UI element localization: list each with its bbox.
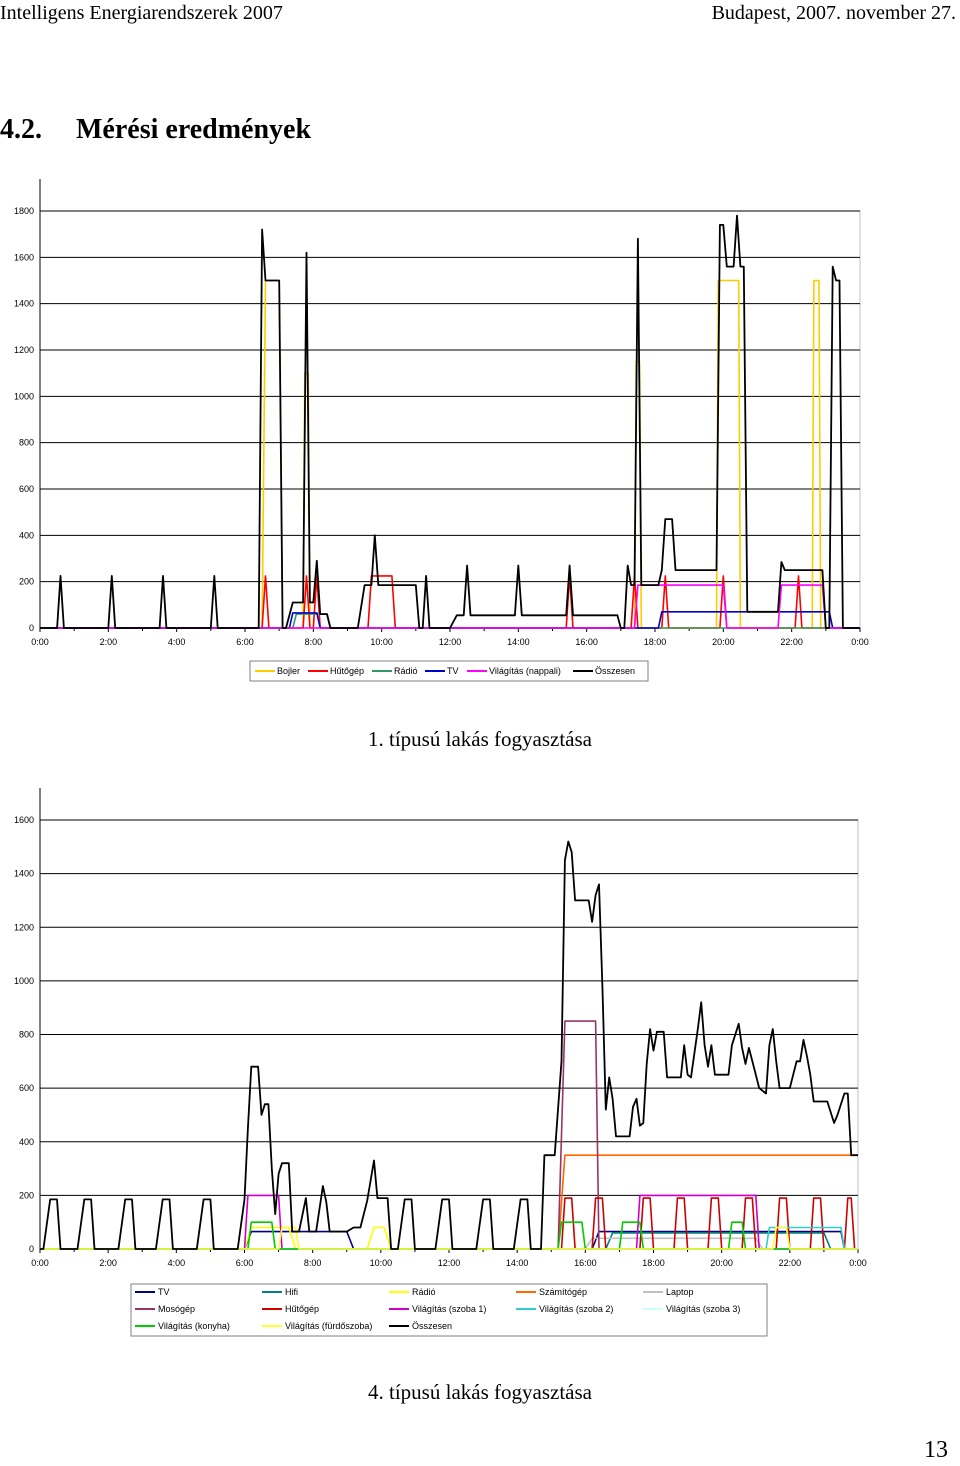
y-tick-label: 1400 [13, 868, 34, 879]
y-tick-label: 1000 [13, 391, 34, 402]
legend-label: Világítás (nappali) [489, 666, 561, 676]
x-tick-label: 14:00 [505, 1258, 529, 1268]
y-tick-label: 400 [18, 530, 34, 541]
legend-label: Világítás (szoba 3) [666, 1304, 741, 1314]
legend-label: Számítógép [539, 1287, 588, 1297]
x-tick-label: 18:00 [642, 1258, 665, 1268]
y-tick-label: 800 [18, 437, 34, 448]
series-line-1 [40, 1233, 858, 1249]
series-line-0 [40, 1232, 858, 1249]
x-tick-label: 12:00 [437, 1258, 461, 1268]
series-line-5 [40, 1021, 858, 1249]
y-tick-label: 0 [28, 1244, 34, 1254]
x-tick-label: 10:00 [370, 637, 393, 647]
chart-2-caption: 4. típusú lakás fogyasztása [368, 1380, 592, 1404]
x-tick-label: 2:00 [99, 637, 118, 647]
legend-label: Hűtőgép [330, 666, 365, 676]
y-tick-label: 1600 [13, 252, 34, 263]
x-tick-label: 6:00 [235, 1258, 254, 1268]
legend-label: Hűtőgép [285, 1304, 320, 1314]
legend-label: Rádió [394, 666, 418, 676]
y-tick-label: 1400 [13, 298, 34, 309]
x-tick-label: 0:00 [31, 637, 49, 647]
legend-label: Bojler [277, 666, 301, 676]
legend-label: TV [158, 1287, 170, 1297]
x-tick-label: 8:00 [304, 637, 323, 647]
x-tick-label: 14:00 [507, 637, 530, 647]
section-title: Mérési eredmények [76, 114, 312, 145]
chart-1-caption: 1. típusú lakás fogyasztása [368, 727, 592, 751]
x-tick-label: 16:00 [574, 1258, 597, 1268]
y-tick-label: 1200 [13, 922, 34, 933]
y-tick-label: 800 [18, 1029, 34, 1040]
y-tick-label: 200 [18, 576, 34, 587]
legend-label: Világítás (szoba 1) [412, 1304, 487, 1314]
x-tick-label: 0:00 [851, 637, 869, 647]
x-tick-label: 0:00 [31, 1258, 49, 1268]
x-tick-label: 12:00 [438, 637, 462, 647]
running-header-right: Budapest, 2007. november 27. [711, 2, 956, 24]
y-tick-label: 600 [18, 484, 34, 494]
y-tick-label: 600 [18, 1083, 34, 1094]
legend-label: Mosógép [158, 1304, 196, 1314]
x-tick-label: 16:00 [575, 637, 598, 647]
y-tick-label: 1000 [13, 975, 34, 986]
x-tick-label: 18:00 [643, 637, 667, 647]
x-tick-label: 8:00 [303, 1258, 322, 1268]
y-tick-label: 200 [18, 1190, 34, 1201]
x-tick-label: 2:00 [99, 1258, 117, 1268]
running-header-left: Intelligens Energiarendszerek 2007 [0, 2, 283, 24]
section-number: 4.2. [0, 114, 42, 145]
legend-label: Hifi [285, 1287, 298, 1297]
legend-label: Világítás (konyha) [158, 1321, 230, 1331]
x-tick-label: 4:00 [167, 637, 186, 647]
legend-label: Összesen [412, 1321, 453, 1331]
x-tick-label: 0:00 [849, 1258, 867, 1268]
y-tick-label: 1200 [13, 345, 34, 355]
series-line-4 [40, 1238, 858, 1249]
x-tick-label: 20:00 [710, 1258, 733, 1268]
page-number: 13 [924, 1437, 948, 1463]
legend-label: Laptop [666, 1287, 694, 1297]
y-tick-label: 400 [18, 1136, 34, 1147]
series-line-10 [40, 1222, 858, 1249]
legend-label: TV [447, 666, 459, 676]
x-tick-label: 20:00 [712, 637, 735, 647]
legend-label: Világítás (fürdőszoba) [285, 1321, 373, 1331]
legend-label: Összesen [595, 666, 636, 676]
legend-label: Világítás (szoba 2) [539, 1304, 614, 1314]
x-tick-label: 10:00 [369, 1258, 393, 1268]
x-tick-label: 6:00 [236, 637, 254, 647]
series-line-12 [40, 842, 858, 1250]
x-tick-label: 4:00 [167, 1258, 186, 1268]
y-tick-label: 1600 [13, 815, 34, 825]
y-tick-label: 0 [28, 623, 34, 633]
y-tick-label: 1800 [13, 206, 34, 216]
legend-label: Rádió [412, 1287, 436, 1297]
x-tick-label: 22:00 [780, 637, 803, 647]
x-tick-label: 22:00 [778, 1258, 802, 1268]
